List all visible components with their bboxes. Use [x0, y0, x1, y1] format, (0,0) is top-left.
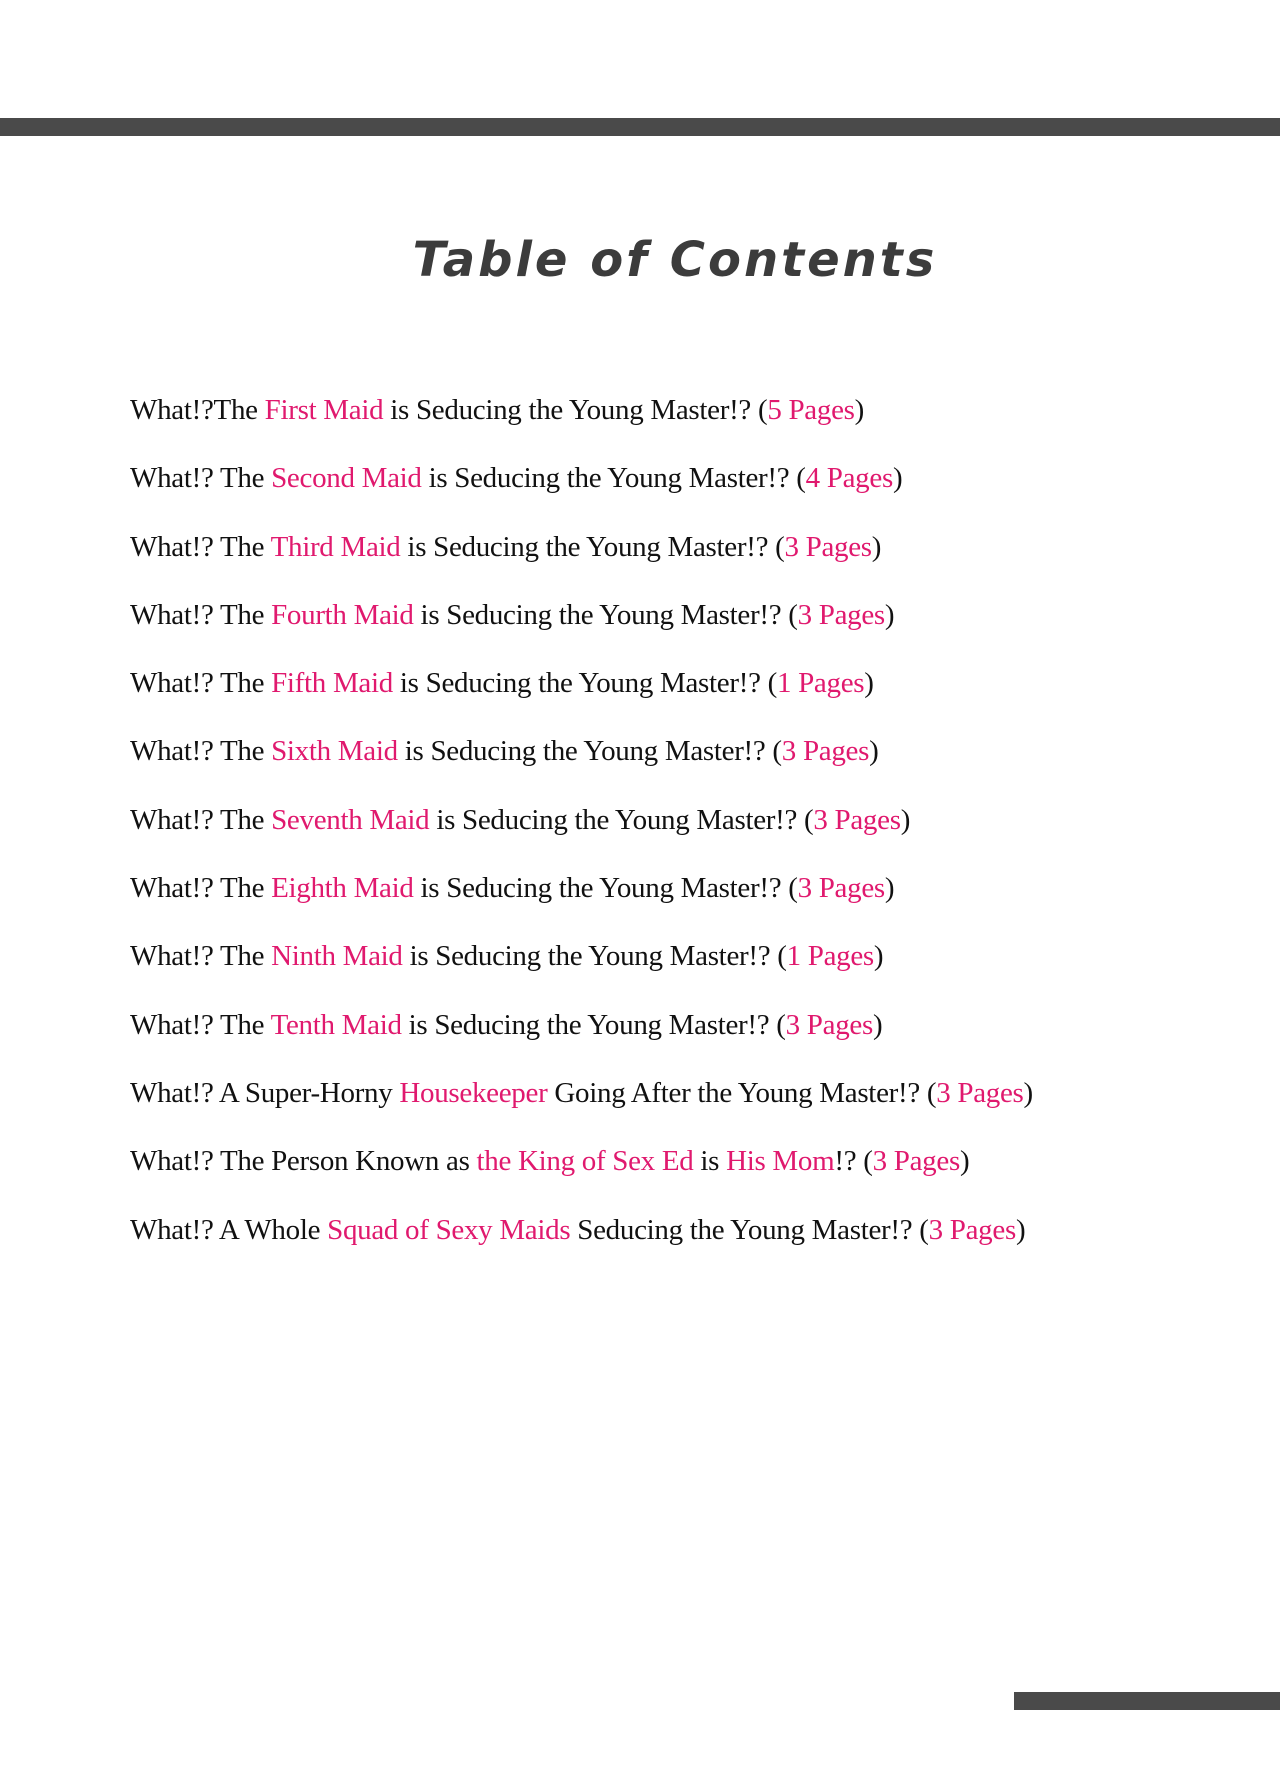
- toc-entry-text: ): [959, 1145, 970, 1178]
- toc-entry-text: is Seducing the Young Master!? (: [392, 667, 777, 700]
- toc-entry-highlight-text: 3 Pages: [797, 598, 885, 631]
- toc-entry-highlight-text: Housekeeper: [399, 1076, 548, 1109]
- toc-entry-text: What!? The: [130, 735, 272, 768]
- toc-entry-text: ): [884, 598, 895, 631]
- toc-entry: [130, 800, 1260, 868]
- toc-entry-highlight-text: Fourth Maid: [271, 598, 414, 631]
- toc-entry-text: is Seducing the Young Master!? (: [401, 1008, 786, 1041]
- toc-entry: [130, 936, 1260, 1004]
- toc-entry-highlight-text: 3 Pages: [784, 530, 872, 563]
- toc-entry-highlight-text: Third Maid: [270, 530, 401, 563]
- toc-entry-highlight-text: 3 Pages: [928, 1213, 1016, 1246]
- toc-entry-highlight-text: 3 Pages: [872, 1145, 960, 1178]
- toc-entry: [130, 663, 1260, 731]
- toc-entry-text: Seducing the Young Master!? (: [570, 1213, 929, 1246]
- toc-entry-text: What!? The: [130, 1008, 271, 1041]
- toc-entry-text: ): [900, 803, 911, 836]
- toc-entry-highlight-text: Ninth Maid: [271, 940, 403, 973]
- toc-entry-highlight-text: the King of Sex Ed: [476, 1145, 694, 1178]
- toc-entry-text: What!? The: [130, 462, 272, 495]
- toc-entry-highlight-text: 1 Pages: [786, 940, 874, 973]
- toc-entry-highlight-text: His Mom: [726, 1145, 835, 1178]
- toc-entry-text: What!? The: [130, 940, 272, 973]
- toc-entry: [130, 595, 1260, 663]
- toc-entry-highlight-text: 3 Pages: [781, 735, 870, 768]
- toc-entry-highlight-text: 3 Pages: [785, 1008, 873, 1041]
- toc-entry-text: !? (: [834, 1145, 873, 1178]
- toc-entry-text: is Seducing the Young Master!? (: [429, 803, 814, 836]
- toc-entry-highlight-text: Squad of Sexy Maids: [327, 1213, 571, 1246]
- toc-entry-text: is Seducing the Young Master!? (: [402, 940, 787, 973]
- table-of-contents-list: [130, 390, 1260, 1278]
- toc-entry-text: What!? The: [130, 598, 272, 631]
- toc-entry-highlight-text: 1 Pages: [776, 667, 865, 700]
- toc-entry-text: What!? The: [130, 667, 272, 700]
- toc-entry-text: ): [864, 667, 874, 700]
- toc-entry-text: ): [871, 530, 882, 563]
- footer-divider-bar: [1014, 1692, 1280, 1710]
- toc-entry-highlight-text: Second Maid: [271, 462, 422, 495]
- toc-entry-text: is Seducing the Young Master!? (: [413, 872, 798, 905]
- toc-entry-text: ): [892, 462, 903, 495]
- toc-entry: [130, 868, 1260, 936]
- toc-entry-text: What!? The: [130, 803, 272, 836]
- toc-entry-highlight-text: 3 Pages: [797, 872, 885, 905]
- toc-entry-text: is Seducing the Young Master!? (: [397, 735, 782, 768]
- toc-entry-text: ): [872, 1008, 883, 1041]
- toc-entry-highlight-text: Eighth Maid: [271, 872, 414, 905]
- toc-entry-highlight-text: Tenth Maid: [270, 1008, 402, 1041]
- toc-entry-highlight-text: Seventh Maid: [271, 803, 430, 836]
- toc-entry-text: is Seducing the Young Master!? (: [413, 598, 798, 631]
- toc-entry-text: What!? The: [130, 872, 272, 905]
- toc-entry-text: Going After the Young Master!? (: [547, 1076, 937, 1109]
- toc-entry-text: What!? A Super-Horny: [130, 1076, 400, 1109]
- toc-entry-text: What!? A Whole: [130, 1213, 328, 1246]
- toc-entry-text: What!?The: [130, 394, 265, 426]
- toc-entry-text: ): [884, 872, 895, 905]
- toc-entry-highlight-text: 3 Pages: [936, 1076, 1024, 1109]
- toc-entry-highlight-text: Fifth Maid: [271, 667, 393, 700]
- toc-entry: [130, 1073, 1260, 1141]
- toc-entry-text: ): [1023, 1076, 1033, 1109]
- toc-entry-highlight-text: Sixth Maid: [271, 735, 398, 768]
- page-title: Table of Contents: [412, 232, 938, 288]
- toc-entry-highlight-text: 4 Pages: [805, 462, 893, 495]
- toc-entry-text: ): [869, 735, 879, 768]
- toc-entry-highlight-text: 5 Pages: [767, 394, 855, 426]
- toc-entry-highlight-text: 3 Pages: [813, 803, 901, 836]
- toc-entry-text: is: [693, 1145, 727, 1178]
- toc-entry: [130, 1210, 1260, 1278]
- toc-entry: [130, 458, 1260, 526]
- toc-entry: [130, 731, 1260, 799]
- toc-entry: [130, 1141, 1260, 1209]
- toc-entry-text: What!? The: [130, 530, 271, 563]
- toc-entry: [130, 527, 1260, 595]
- toc-entry-text: is Seducing the Young Master!? (: [400, 530, 785, 563]
- toc-entry-text: ): [873, 940, 884, 973]
- toc-entry-text: ): [854, 394, 864, 426]
- toc-entry-text: is Seducing the Young Master!? (: [383, 394, 768, 426]
- toc-entry-text: is Seducing the Young Master!? (: [421, 462, 806, 495]
- toc-entry: [130, 1005, 1260, 1073]
- toc-entry-highlight-text: First Maid: [264, 394, 384, 426]
- toc-entry-text: What!? The Person Known as: [130, 1145, 477, 1178]
- toc-entry: [130, 390, 1260, 458]
- header-divider-bar: [0, 118, 1280, 136]
- toc-entry-text: ): [1015, 1213, 1026, 1246]
